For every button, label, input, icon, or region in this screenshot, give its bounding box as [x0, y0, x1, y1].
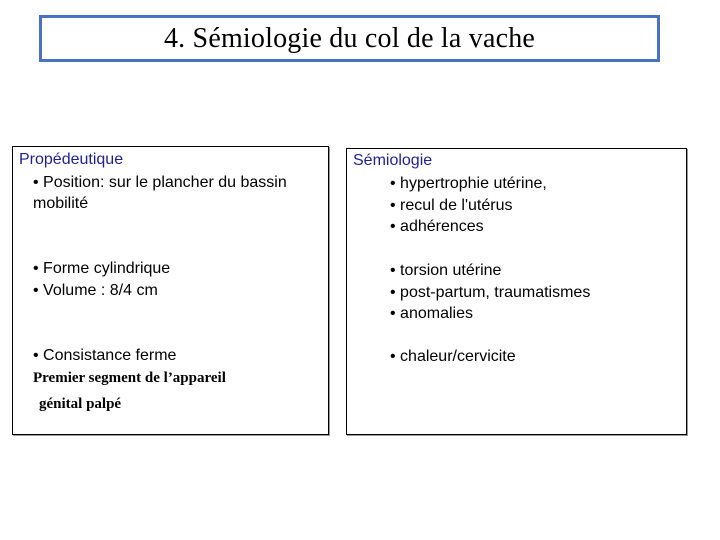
right-item-adherences: • adhérences: [390, 218, 484, 235]
right-item-hypertrophie: • hypertrophie utérine,: [390, 175, 547, 192]
propedeutique-panel: [12, 146, 329, 435]
left-item-consistance: • Consistance ferme: [33, 347, 177, 364]
right-item-chaleur: • chaleur/cervicite: [390, 348, 516, 365]
left-item-position: • Position: sur le plancher du bassin: [33, 174, 287, 191]
right-item-post-partum: • post-partum, traumatismes: [390, 284, 591, 301]
semiologie-heading: Sémiologie: [353, 152, 433, 169]
right-item-torsion: • torsion utérine: [390, 262, 502, 279]
left-item-mobilite: mobilité: [33, 195, 89, 212]
page-title: 4. Sémiologie du col de la vache: [163, 22, 536, 54]
left-item-forme: • Forme cylindrique: [33, 260, 171, 277]
semiologie-panel: [346, 148, 687, 435]
note-line-1: Premier segment de l’appareil: [33, 370, 226, 386]
propedeutique-heading: Propédeutique: [19, 151, 124, 168]
right-item-recul: • recul de l'utérus: [390, 197, 513, 214]
title-box: [39, 15, 660, 62]
note-line-2: génital palpé: [39, 396, 122, 412]
left-item-volume: • Volume : 8/4 cm: [33, 282, 158, 299]
right-item-anomalies: • anomalies: [390, 305, 473, 322]
